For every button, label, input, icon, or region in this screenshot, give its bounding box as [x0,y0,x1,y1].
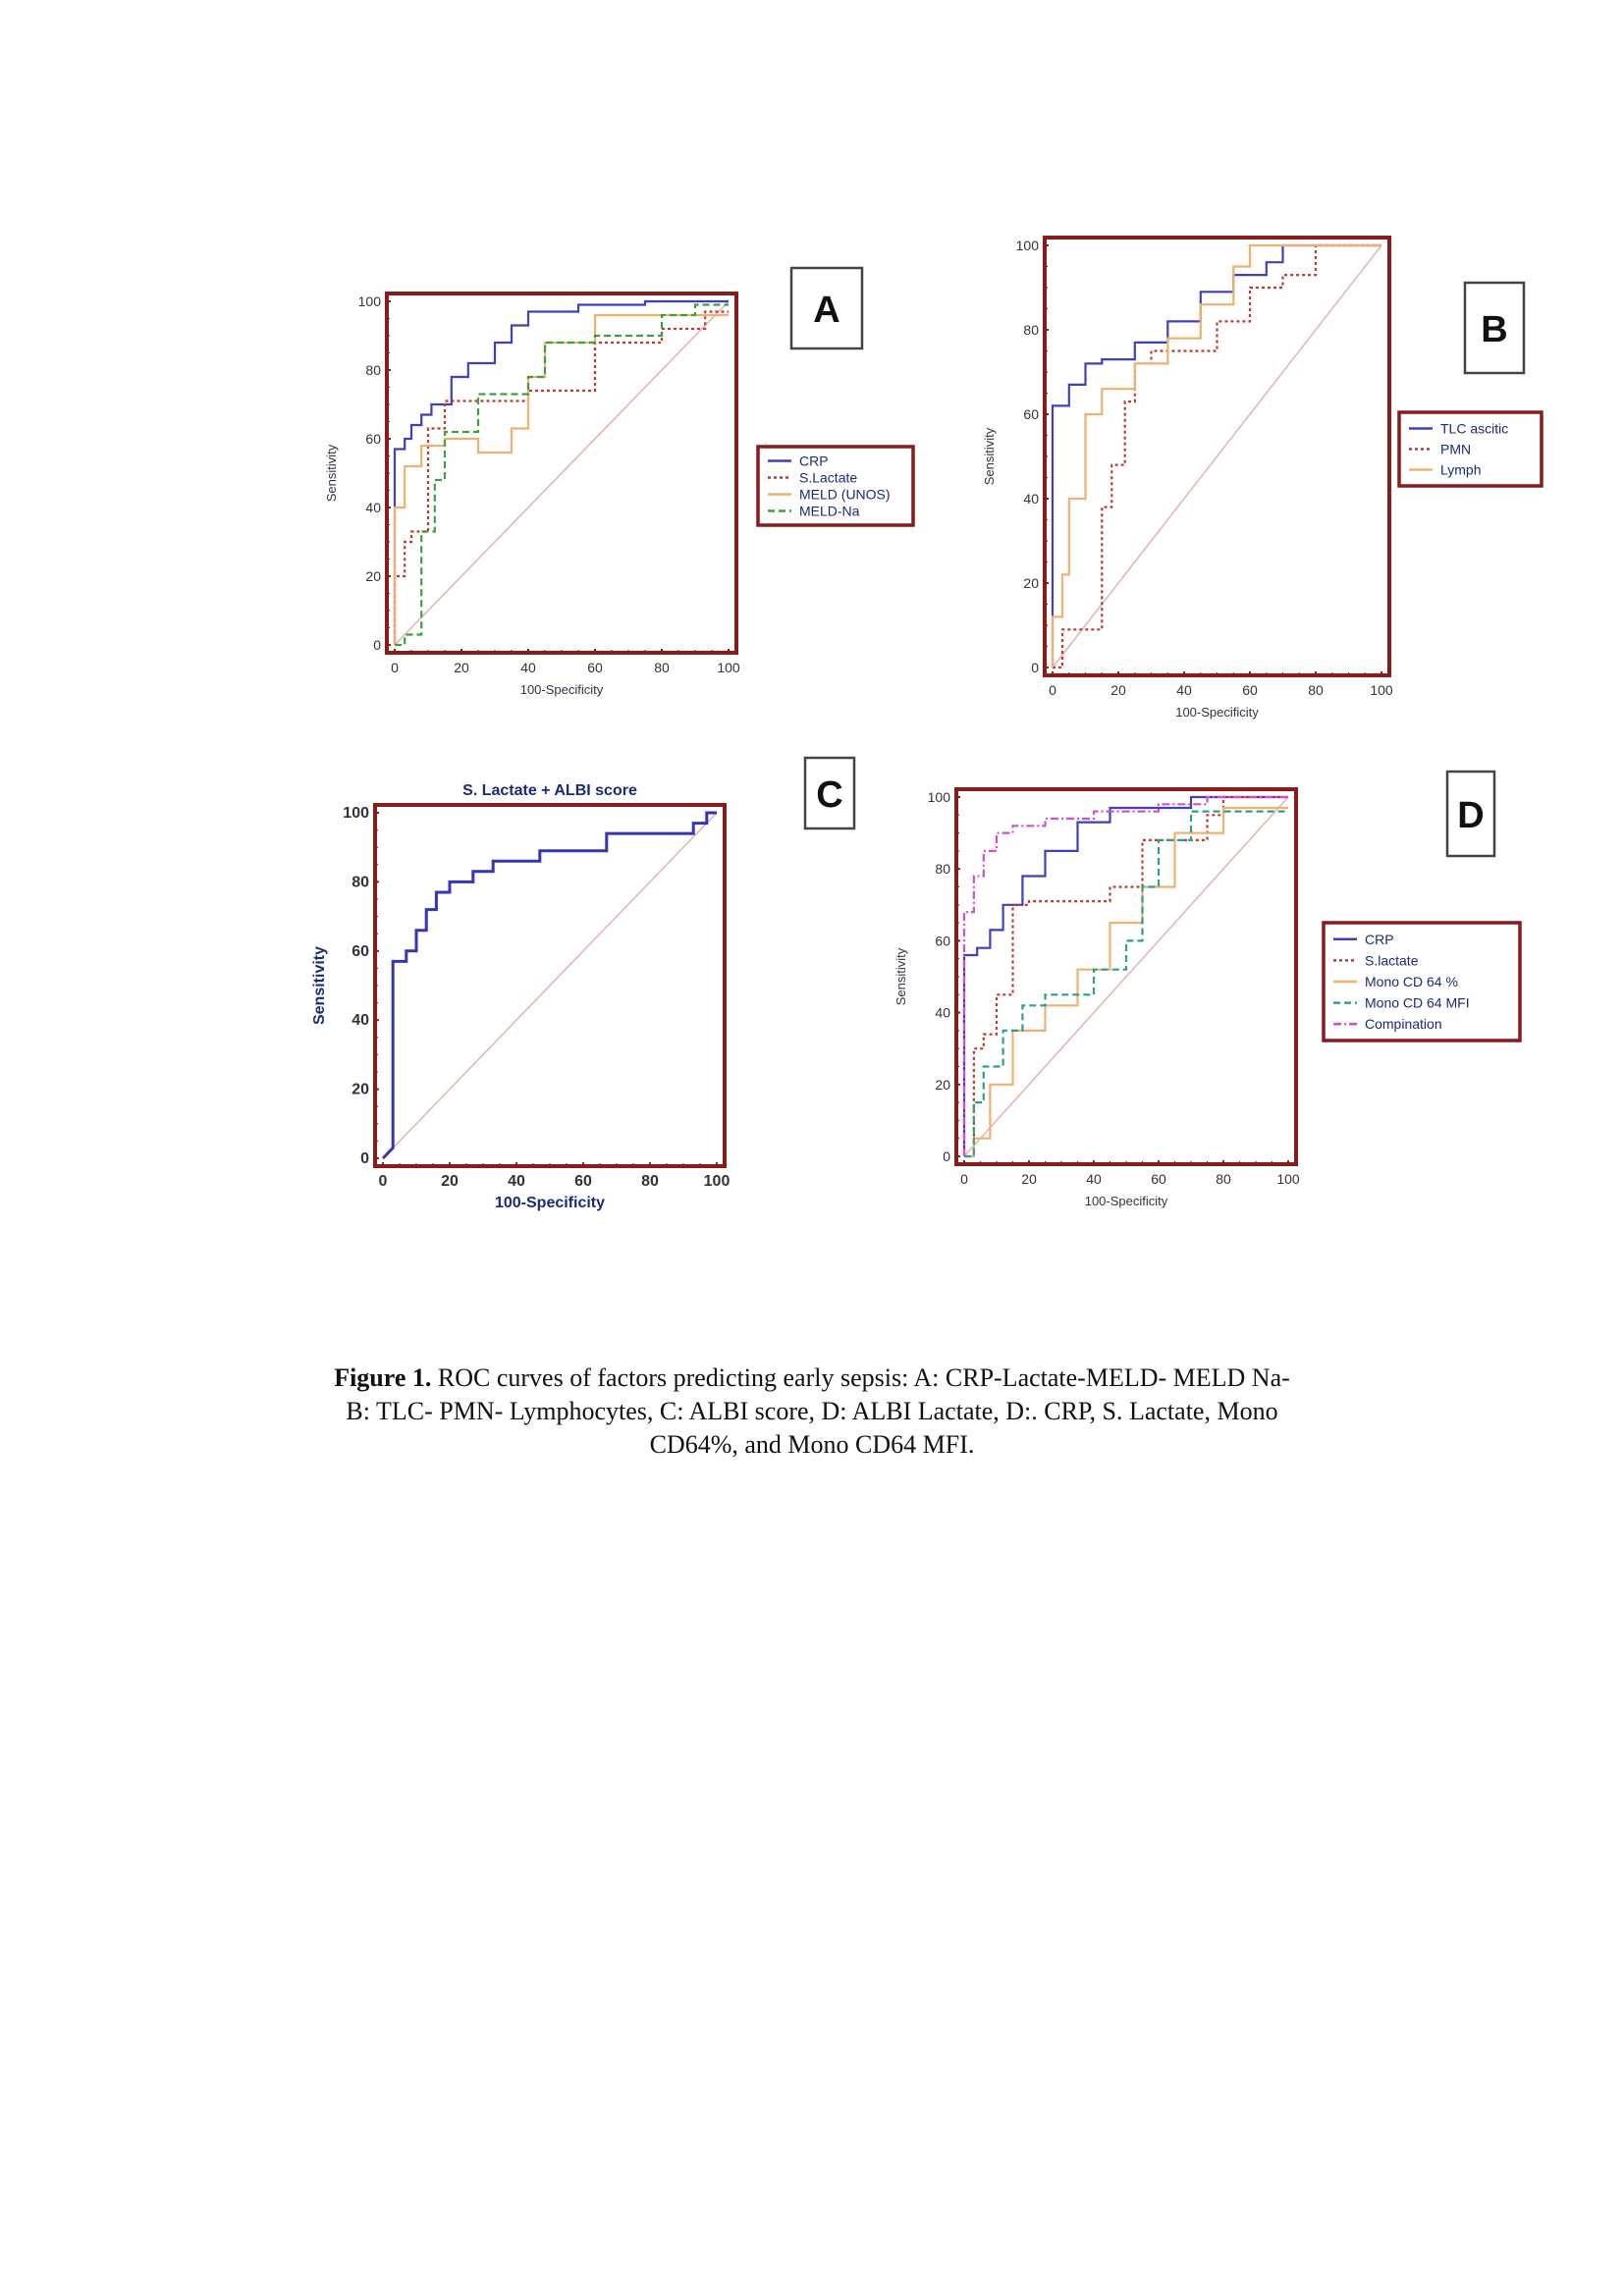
x-axis-title: 100-Specificity [494,1195,606,1211]
y-tick-label: 0 [1031,660,1039,675]
y-axis-title: Sensitivity [324,444,339,503]
x-tick-label: 60 [1242,682,1258,698]
y-tick-label: 60 [1023,406,1039,422]
panel-letter: B [1481,309,1508,350]
x-tick-label: 20 [1021,1171,1037,1187]
x-tick-label: 40 [508,1173,525,1190]
legend-label: Lymph [1440,461,1482,478]
x-tick-label: 60 [1151,1171,1166,1187]
panel-letter: A [813,290,840,331]
y-tick-label: 0 [943,1148,950,1164]
x-tick-label: 20 [441,1173,459,1190]
x-tick-label: 0 [1049,682,1056,698]
reference-diagonal [383,813,717,1158]
legend-label: CRP [1365,931,1394,947]
y-tick-label: 100 [357,294,381,309]
y-tick-label: 80 [1023,322,1039,338]
legend-label: TLC ascitic [1440,420,1509,437]
legend-label: Compination [1365,1016,1442,1033]
y-tick-label: 60 [935,933,950,949]
y-axis-title: Sensitivity [982,427,997,486]
roc-chart-a [314,260,943,741]
y-tick-label: 80 [365,362,381,378]
roc-curve-meld-unos [395,315,729,645]
figure-caption [226,1362,1398,1462]
y-tick-label: 20 [1023,575,1039,591]
x-tick-label: 100 [703,1173,731,1190]
y-tick-label: 100 [343,805,369,822]
x-axis-title: 100-Specificity [519,682,604,697]
x-tick-label: 20 [454,660,469,675]
panel-letter: D [1457,795,1485,836]
y-tick-label: 60 [352,942,369,960]
x-tick-label: 100 [1276,1171,1300,1187]
legend-label: PMN [1440,441,1472,457]
y-tick-label: 40 [935,1004,950,1021]
roc-panel-d [884,766,1542,1227]
roc-chart-c [295,756,884,1237]
y-axis-title: Sensitivity [893,947,908,1006]
legend-label: MELD (UNOS) [799,486,891,503]
x-tick-label: 100 [1370,682,1393,698]
panel-letter: C [816,774,843,816]
legend-label: Mono CD 64 MFI [1365,994,1470,1011]
x-tick-label: 40 [520,660,536,675]
y-tick-label: 40 [1023,491,1039,507]
x-tick-label: 80 [1308,682,1324,698]
y-tick-label: 60 [365,431,381,447]
x-tick-label: 40 [1086,1171,1102,1187]
y-tick-label: 20 [365,568,381,584]
legend-label: S.lactate [1365,952,1419,969]
roc-curve-mono-cd-64-mfi [964,812,1288,1156]
x-tick-label: 0 [391,660,399,675]
caption-line2: B: TLC- PMN- Lymphocytes, C: ALBI score, D: ALBI Lactate, D:. CRP, S. Lactate, Mono [346,1397,1278,1425]
y-tick-label: 0 [360,1150,369,1167]
roc-chart-d [884,766,1542,1227]
y-tick-label: 80 [935,861,950,878]
y-tick-label: 0 [373,637,381,653]
legend-label: S.Lactate [799,469,858,486]
roc-panel-a [314,260,943,741]
x-axis-title: 100-Specificity [1175,705,1259,720]
x-tick-label: 0 [960,1171,968,1187]
x-tick-label: 80 [1216,1171,1231,1187]
y-tick-label: 100 [927,789,950,805]
caption-line3: CD64%, and Mono CD64 MFI. [649,1430,975,1459]
y-tick-label: 80 [352,874,369,891]
y-tick-label: 40 [352,1012,369,1030]
legend-label: MELD-Na [799,503,860,519]
legend-label: CRP [799,453,829,469]
x-tick-label: 20 [1110,682,1126,698]
x-tick-label: 60 [587,660,603,675]
y-tick-label: 100 [1015,238,1039,253]
x-tick-label: 60 [574,1173,592,1190]
y-tick-label: 20 [935,1076,950,1093]
caption-line1: ROC curves of factors predicting early sepsis: A: CRP-Lactate-MELD- MELD Na- [431,1363,1290,1392]
x-axis-title: 100-Specificity [1084,1194,1168,1208]
caption-label: Figure 1. [334,1363,432,1392]
x-tick-label: 80 [641,1173,659,1190]
roc-panel-b [972,226,1561,736]
legend-label: Mono CD 64 % [1365,974,1458,989]
roc-curve-mono-cd-64 [964,808,1288,1156]
chart-title: S. Lactate + ALBI score [462,782,637,799]
roc-panel-c [295,756,884,1237]
reference-diagonal [964,797,1288,1156]
x-tick-label: 80 [654,660,670,675]
y-tick-label: 40 [365,500,381,515]
y-axis-title: Sensitivity [311,945,328,1026]
x-tick-label: 40 [1176,682,1192,698]
x-tick-label: 100 [717,660,740,675]
x-tick-label: 0 [378,1173,388,1190]
y-tick-label: 20 [352,1081,369,1098]
roc-chart-b [972,226,1561,736]
